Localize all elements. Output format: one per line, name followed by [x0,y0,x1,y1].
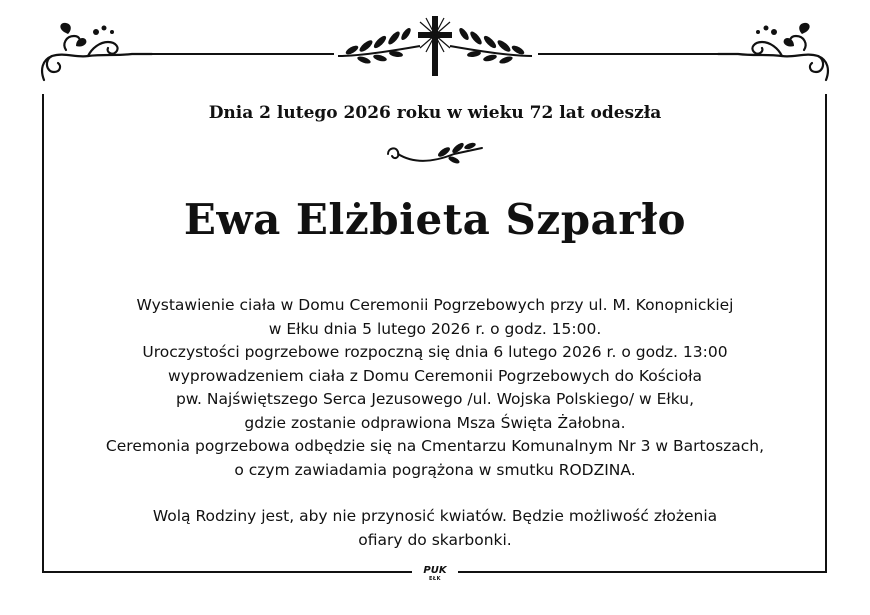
intro-line: Dnia 2 lutego 2026 roku w wieku 72 lat odeszła [208,103,662,123]
frame-bottom-border-right [458,571,827,573]
frame-top-line-right [538,53,718,55]
leaf-divider-icon [384,140,486,170]
deceased-name: Ewa Elżbieta Szparło [183,195,687,244]
closing-line: Wolą Rodziny jest, aby nie przynosić kwiatów. Będzie możliwość złożenia [152,507,718,525]
puk-logo [418,566,452,582]
body-line: Uroczystości pogrzebowe rozpoczną się dnia 6 lutego 2026 r. o godz. 13:00 [142,343,728,361]
logo-sub-text: EŁK [428,576,441,582]
body-line: gdzie zostanie odprawiona Msza Święta Żałobna. [244,413,626,432]
frame-top-line-left [152,53,334,55]
corner-swirl-right-icon [712,20,834,82]
frame-right-border [825,94,827,572]
body-line: Ceremonia pogrzebowa odbędzie się na Cmentarzu Komunalnym Nr 3 w Bartoszach, [105,437,765,455]
body-line: wyprowadzeniem ciała z Domu Ceremonii Pogrzebowych do Kościoła [168,366,702,385]
frame-left-border [42,94,44,572]
laurel-branch-right-icon [446,22,534,66]
frame-bottom-border-left [42,571,412,573]
body-line: Wystawienie ciała w Domu Ceremonii Pogrzebowych przy ul. M. Konopnickiej [136,296,734,314]
laurel-branch-left-icon [336,22,424,66]
ceremony-details [60,294,810,552]
closing-line: ofiary do skarbonki. [358,530,512,549]
body-line: w Ełku dnia 5 lutego 2026 r. o godz. 15:00. [268,319,602,338]
body-line: pw. Najświętszego Serca Jezusowego /ul. Wojska Polskiego/ w Ełku, [175,390,695,408]
logo-main-text: PUK [423,565,447,576]
paragraph-gap [60,482,810,505]
body-line: o czym zawiadamia pogrążona w smutku RODZINA. [234,460,636,479]
corner-swirl-left-icon [36,20,158,82]
